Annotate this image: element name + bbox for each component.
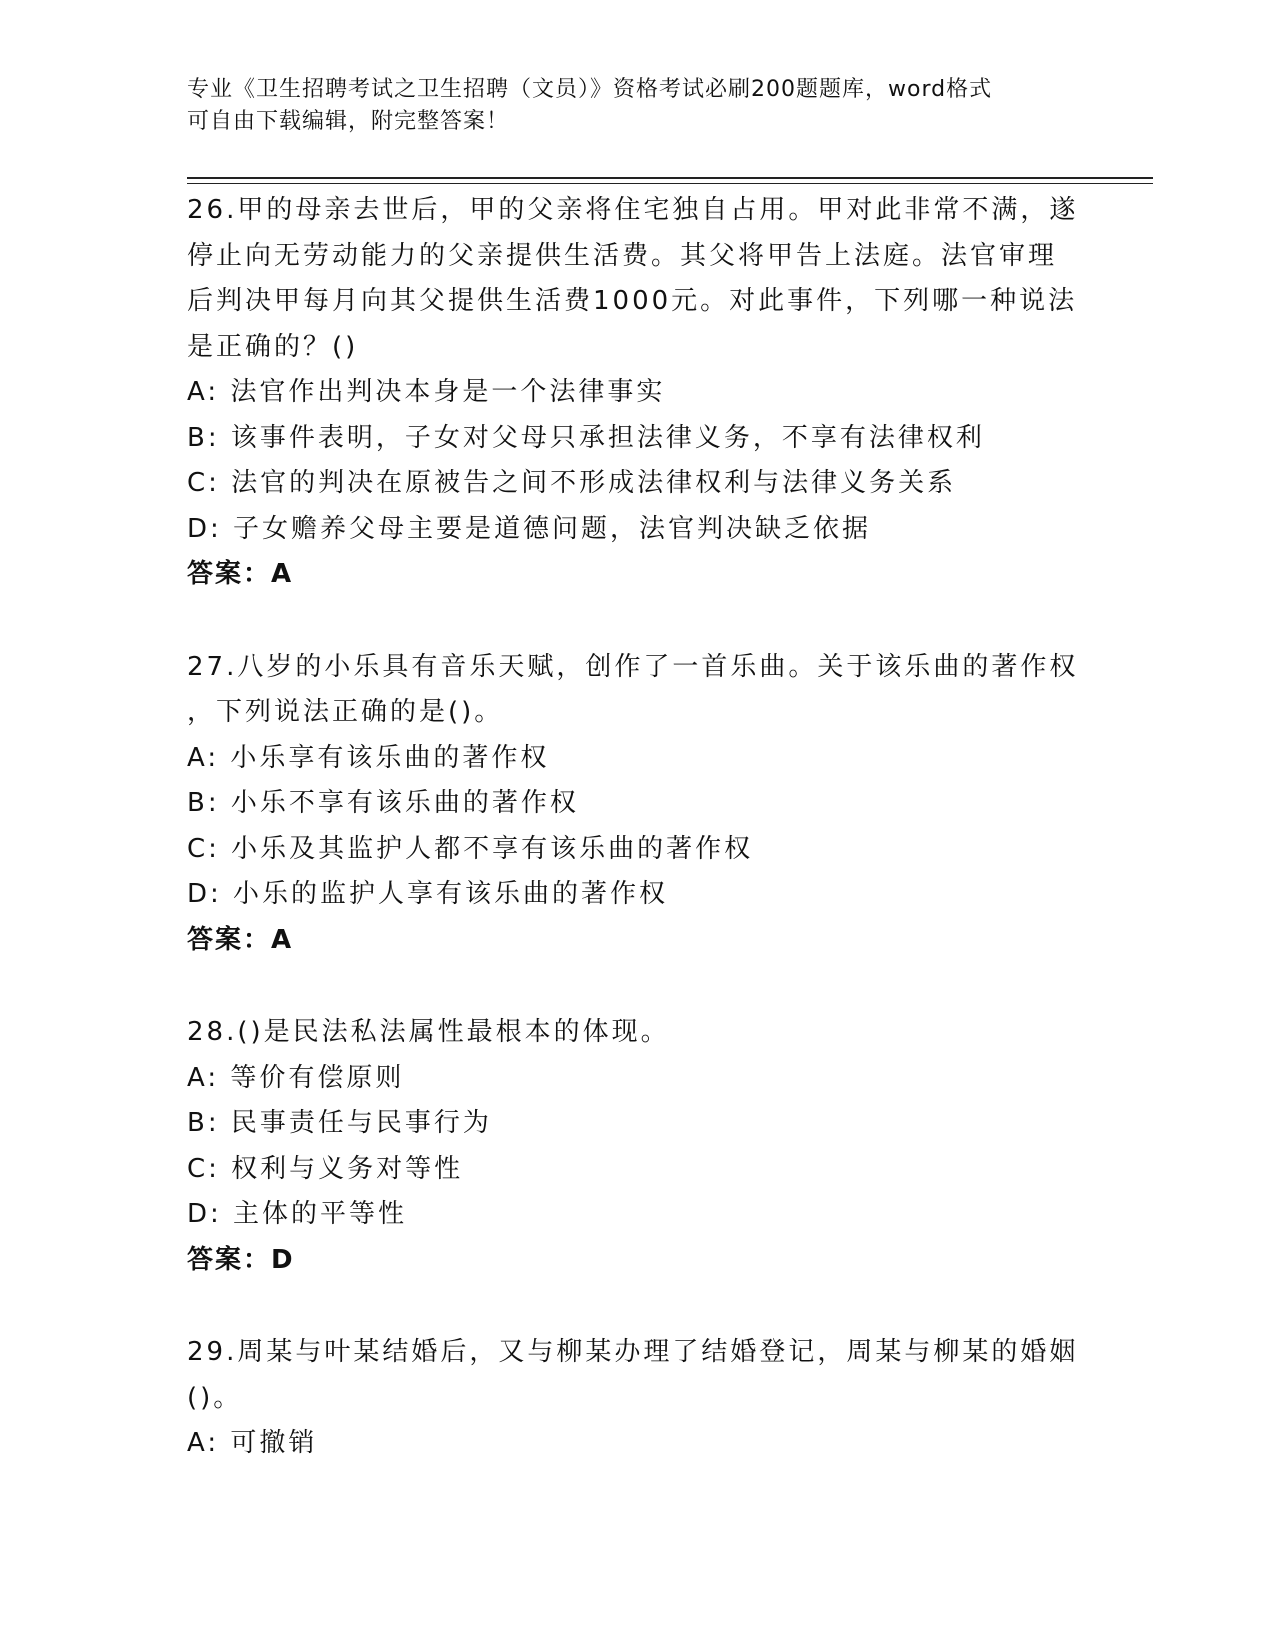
answer-line: 答案：A	[187, 559, 294, 589]
option-c: C: 权利与义务对等性	[187, 1153, 464, 1184]
question-26	[187, 188, 1087, 598]
option-a: A: 等价有偿原则	[187, 1062, 405, 1093]
option-d: D: 子女赡养父母主要是道德问题，法官判决缺乏依据	[187, 513, 872, 544]
option-c: C: 法官的判决在原被告之间不形成法律权利与法律义务关系	[187, 468, 957, 498]
question-27	[187, 645, 1087, 964]
header-divider-thick	[187, 177, 1153, 179]
question-stem-line: 26.甲的母亲去世后，甲的父亲将住宅独自占用。甲对此非常不满，遂	[187, 195, 1079, 225]
header-line-1: 专业《卫生招聘考试之卫生招聘（文员）》资格考试必刷200题题库，word格式	[187, 77, 993, 102]
option-a: A: 法官作出判决本身是一个法律事实	[187, 377, 666, 407]
question-stem-line: ，下列说法正确的是()。	[187, 697, 504, 727]
option-b: B: 该事件表明，子女对父母只承担法律义务，不享有法律权利	[187, 422, 985, 453]
question-stem-line: 后判决甲每月向其父提供生活费1000元。对此事件，下列哪一种说法	[187, 286, 1078, 316]
option-b: B: 民事责任与民事行为	[187, 1108, 492, 1138]
question-stem-line: 是正确的？()	[187, 331, 359, 362]
question-stem-line: 29.周某与叶某结婚后，又与柳某办理了结婚登记，周某与柳某的婚姻	[187, 1337, 1079, 1367]
question-28	[187, 1010, 1087, 1283]
question-stem-line: 停止向无劳动能力的父亲提供生活费。其父将甲告上法庭。法官审理	[187, 240, 1058, 271]
answer-line: 答案：A	[187, 924, 294, 955]
option-b: B: 小乐不享有该乐曲的著作权	[187, 788, 579, 818]
option-c: C: 小乐及其监护人都不享有该乐曲的著作权	[187, 833, 754, 864]
option-d: D: 主体的平等性	[187, 1199, 408, 1229]
question-29	[187, 1330, 1087, 1467]
option-a: A: 可撤销	[187, 1428, 318, 1458]
question-stem-line: 27.八岁的小乐具有音乐天赋，创作了一首乐曲。关于该乐曲的著作权	[187, 651, 1079, 682]
header-divider-thin	[187, 183, 1153, 184]
question-stem-line: 28.()是民法私法属性最根本的体现。	[187, 1017, 670, 1047]
document-header	[187, 74, 1067, 138]
question-list	[187, 188, 1087, 1514]
answer-line: 答案：D	[187, 1244, 295, 1275]
option-a: A: 小乐享有该乐曲的著作权	[187, 742, 550, 773]
question-stem-line: ()。	[187, 1382, 243, 1413]
option-d: D: 小乐的监护人享有该乐曲的著作权	[187, 879, 669, 909]
header-line-2: 可自由下载编辑，附完整答案！	[187, 109, 510, 134]
